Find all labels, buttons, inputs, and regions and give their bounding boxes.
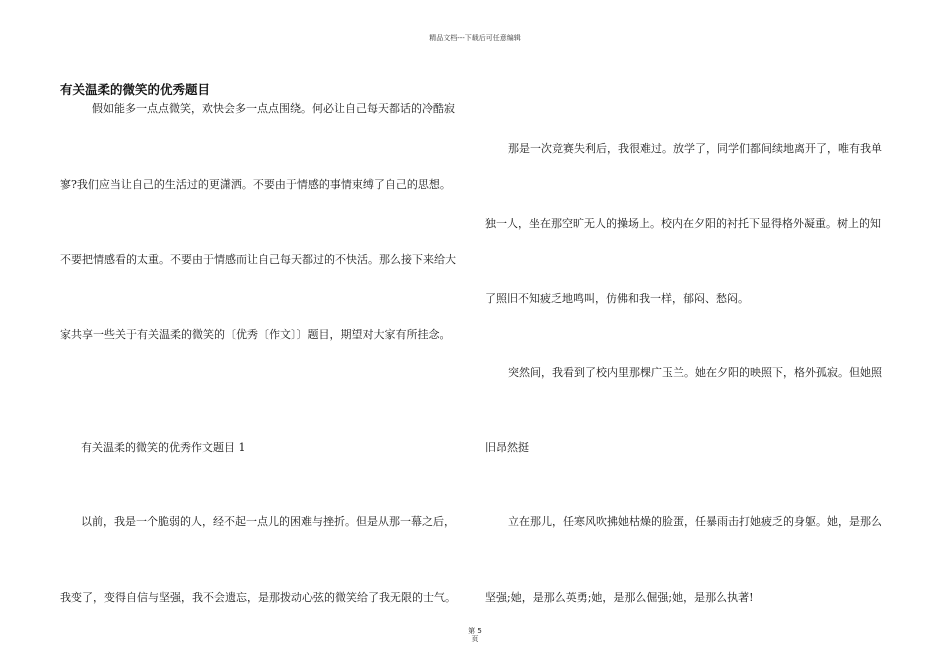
paragraph-line: 突然间，我看到了校内里那棵广玉兰。她在夕阳的映照下，格外孤寂。但她照: [508, 366, 882, 379]
paragraph-line: 坚强;她，是那么英勇;她，是那么倔强;她，是那么执著!: [485, 591, 754, 604]
paragraph-line: 不要把情感看的太重。不要由于情感而让自己每天都过的不快活。那么接下来给大: [60, 253, 456, 266]
page-header: 精品文档---下载后可任意编辑: [429, 34, 521, 42]
paragraph-line: 假如能多一点点微笑，欢快会多一点点围绕。何必让自己每天都话的冷酷寂: [92, 102, 455, 115]
paragraph-line: 家共享一些关于有关温柔的微笑的〔优秀〔作文〕〕题目，期望对大家有所挂念。: [60, 328, 451, 341]
document-title: 有关温柔的微笑的优秀题目: [60, 82, 211, 97]
paragraph-line: 以前，我是一个脆弱的人，经不起一点儿的困难与挫折。但是从那一幕之后，: [81, 515, 455, 528]
paragraph-line: 寥?我们应当让自己的生活过的更潇洒。不要由于情感的事情束缚了自己的思想。: [60, 178, 451, 191]
paragraph-line: 了照旧不知疲乏地鸣叫，仿佛和我一样，郁闷、愁闷。: [485, 292, 749, 305]
paragraph-line: 那是一次竞赛失利后，我很难过。放学了，同学们都间续地离开了，唯有我单: [508, 142, 882, 155]
paragraph-line: 旧昂然挺: [485, 441, 529, 454]
page-number: [0, 627, 950, 643]
paragraph-line: 独一人，坐在那空旷无人的操场上。校内在夕阳的衬托下显得格外凝重。树上的知: [485, 217, 881, 230]
section-heading: 有关温柔的微笑的优秀作文题目 1: [81, 441, 246, 454]
paragraph-line: 我变了，变得自信与坚强，我不会遗忘，是那拨动心弦的微笑给了我无限的士气。: [60, 591, 456, 604]
paragraph-line: 立在那儿，任寒风吹拂她枯燥的脸蛋，任暴雨击打她疲乏的身躯。她，是那么: [508, 515, 882, 528]
page-number-line: 页: [471, 635, 479, 643]
page-number-line: 第 5: [468, 627, 482, 635]
